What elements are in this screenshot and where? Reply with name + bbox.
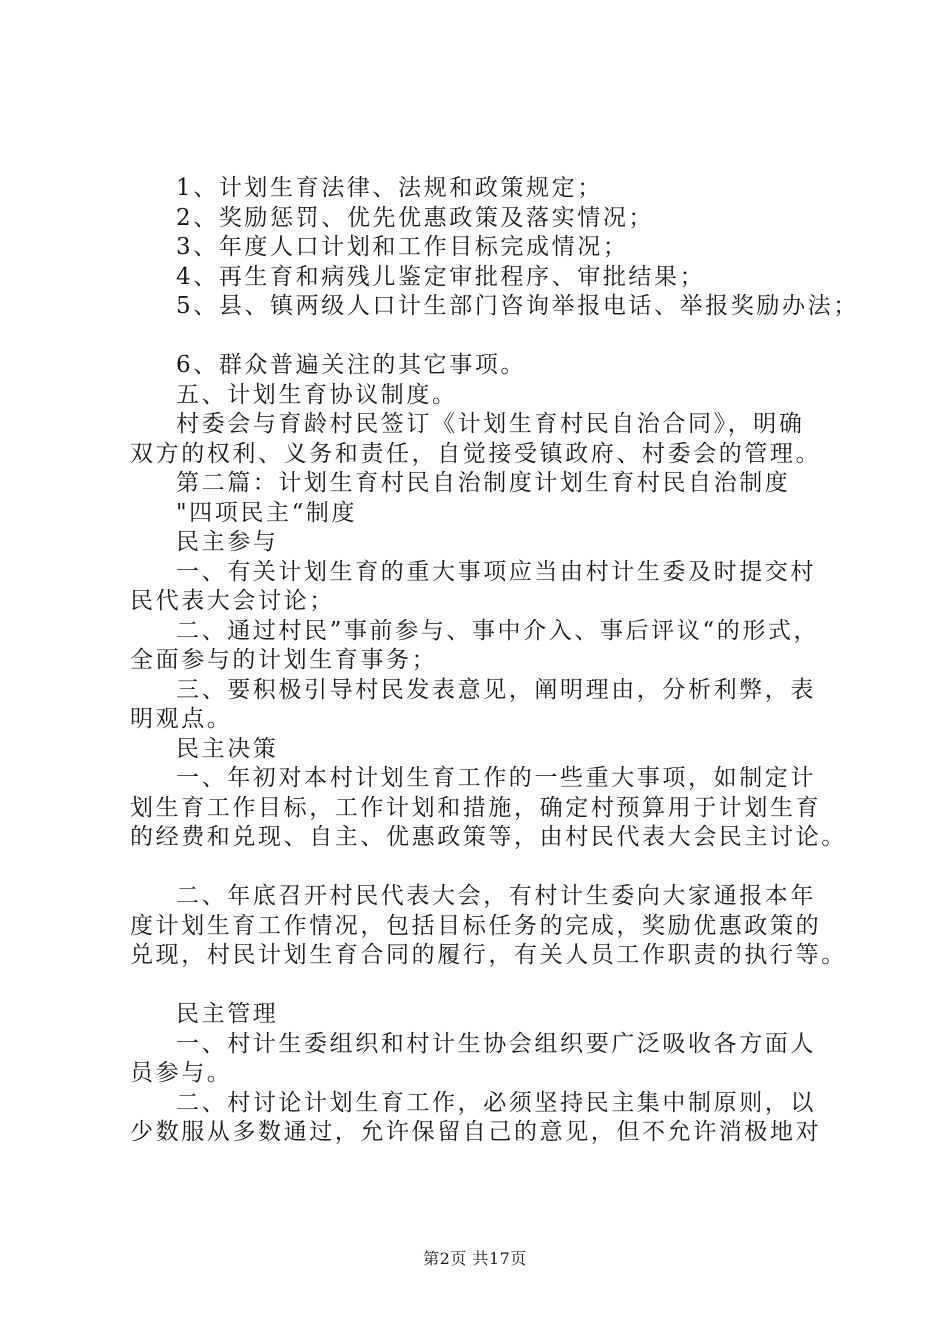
spacer <box>130 971 850 1001</box>
spacer <box>130 853 850 883</box>
paragraph-line: 划生育工作目标，工作计划和措施，确定村预算用于计划生育 <box>130 794 822 821</box>
list-item-1: 1、计划生育法律、法规和政策规定； <box>176 175 603 201</box>
chapter-subtitle: "四项民主“制度 <box>176 499 358 526</box>
body-text <box>130 174 859 1148</box>
page-number-footer: 第2页 共17页 <box>423 1249 527 1268</box>
paragraph-line: 兑现，村民计划生育合同的履行，有关人员工作职责的执行等。 <box>130 942 847 968</box>
paragraph-line: 一、年初对本村计划生育工作的一些重大事项，如制定计 <box>176 765 816 791</box>
spacer <box>130 322 850 352</box>
section-heading-management: 民主管理 <box>176 1001 279 1027</box>
paragraph-line: 双方的权利、义务和责任，自觉接受镇政府、村委会的管理。 <box>130 440 822 467</box>
paragraph-line: 二、通过村民”事前参与、事中介入、事后评议“的形式， <box>176 617 820 644</box>
paragraph-line: 二、年底召开村民代表大会，有村计生委向大家通报本年 <box>176 883 816 909</box>
list-item-5: 5、县、镇两级人口计生部门咨询举报电话、举报奖励办法； <box>176 293 859 319</box>
section-heading-agreement: 五、计划生育协议制度。 <box>176 381 458 408</box>
paragraph-line: 少数服从多数通过，允许保留自己的意见，但不允许消极地对 <box>130 1119 822 1145</box>
paragraph-line: 度计划生育工作情况，包括目标任务的完成，奖励优惠政策的 <box>130 912 822 939</box>
section-heading-decision: 民主决策 <box>176 735 279 762</box>
section-heading-participation: 民主参与 <box>176 529 279 555</box>
list-item-2: 2、奖励惩罚、优先优惠政策及落实情况； <box>176 204 655 231</box>
list-item-4: 4、再生育和病残儿鉴定审批程序、审批结果； <box>176 263 706 290</box>
paragraph-line: 村委会与育龄村民签订《计划生育村民自治合同》，明确 <box>176 411 805 437</box>
list-item-3: 3、年度人口计划和工作目标完成情况； <box>176 234 629 260</box>
paragraph-line: 的经费和兑现、自主、优惠政策等，由村民代表大会民主讨论。 <box>130 824 847 850</box>
paragraph-line: 员参与。 <box>130 1060 233 1086</box>
paragraph-line: 全面参与的计划生育事务； <box>130 647 438 673</box>
paragraph-line: 一、有关计划生育的重大事项应当由村计生委及时提交村 <box>176 558 816 585</box>
paragraph-line: 明观点。 <box>130 706 233 732</box>
paragraph-line: 三、要积极引导村民发表意见，阐明理由，分析利弊，表 <box>176 676 816 703</box>
paragraph-line: 一、村计生委组织和村计生协会组织要广泛吸收各方面人 <box>176 1030 816 1057</box>
chapter-title: 第二篇：计划生育村民自治制度计划生育村民自治制度 <box>176 470 791 496</box>
paragraph-line: 二、村讨论计划生育工作，必须坚持民主集中制原则，以 <box>176 1089 816 1116</box>
list-item-6: 6、群众普遍关注的其它事项。 <box>176 352 527 378</box>
paragraph-line: 民代表大会讨论； <box>130 588 335 614</box>
